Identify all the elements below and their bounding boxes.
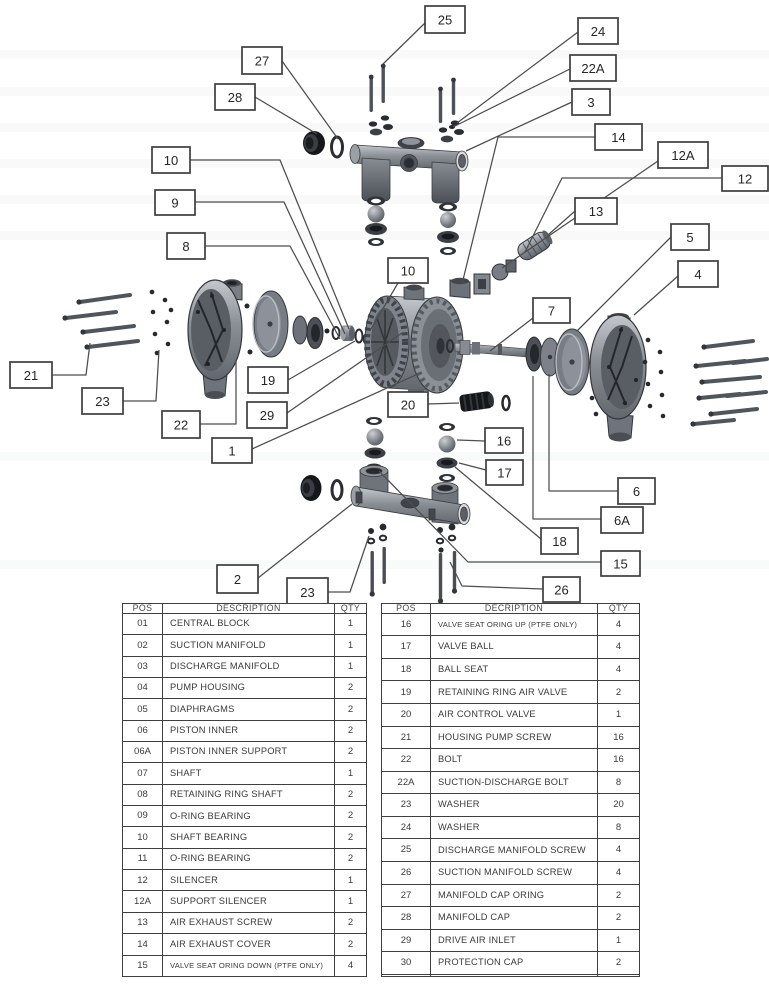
- parts-row: [123, 806, 367, 827]
- pos-cell: 12A: [123, 891, 163, 912]
- qty-cell: 2: [335, 934, 367, 955]
- parts-table-left: [122, 603, 367, 977]
- parts-row: [123, 784, 367, 805]
- manifold-cap-oring-top: [332, 137, 343, 157]
- callout-22: [162, 411, 200, 438]
- callout-4: [678, 261, 718, 287]
- qty-cell: 8: [598, 816, 640, 839]
- callout-15: [601, 551, 640, 576]
- qty-cell: 4: [335, 955, 367, 976]
- callout-22A: [570, 55, 616, 81]
- qty-cell: 2: [335, 848, 367, 869]
- callout-14: [595, 124, 642, 150]
- screw-heads-left: [62, 299, 89, 349]
- pos-cell: 20: [382, 704, 431, 727]
- pos-cell: 29: [382, 929, 431, 952]
- diaphragm-left: [253, 291, 288, 357]
- description-cell: AIR EXHAUST COVER: [163, 934, 335, 955]
- pos-cell: 08: [123, 784, 163, 805]
- callout-28: [215, 84, 255, 110]
- description-cell: MANIFOLD CAP: [431, 907, 598, 930]
- bolt-heads-right: [690, 344, 713, 426]
- pos-cell: 26: [382, 861, 431, 884]
- qty-cell: 4: [598, 861, 640, 884]
- qty-cell: 2: [335, 741, 367, 762]
- callout-label: 26: [554, 582, 569, 598]
- parts-row: [123, 934, 367, 955]
- piston-inner-right: [526, 337, 560, 376]
- description-cell: VALVE SEAT ORING UP (PTFE ONLY): [431, 613, 598, 636]
- callout-label: 13: [588, 204, 604, 219]
- qty-cell: [598, 974, 640, 976]
- callout-20: [388, 392, 428, 417]
- pos-cell: 12: [123, 870, 163, 891]
- leader-line-4: [634, 276, 678, 315]
- pos-cell: 16: [382, 613, 431, 636]
- callout-label: 16: [496, 433, 512, 449]
- parts-row: [123, 763, 367, 784]
- callout-1: [212, 438, 252, 463]
- callout-18: [541, 528, 578, 554]
- pos-cell: 11: [123, 848, 163, 869]
- parts-row: [382, 704, 640, 727]
- parts-row: [123, 891, 367, 912]
- qty-cell: 4: [598, 658, 640, 681]
- callout-label: 21: [23, 368, 39, 383]
- pos-cell: 19: [382, 681, 431, 704]
- description-cell: CENTRAL BLOCK: [163, 613, 335, 634]
- description-cell: WASHER: [431, 794, 598, 817]
- qty-cell: 2: [335, 806, 367, 827]
- pos-cell: 24: [382, 816, 431, 839]
- parts-row: [123, 955, 367, 976]
- protection-cap: [301, 475, 322, 501]
- callout-10: [388, 258, 428, 283]
- description-cell: SUCTION MANIFOLD SCREW: [431, 861, 598, 884]
- description-cell: DISCHARGE MANIFOLD: [163, 656, 335, 677]
- pos-cell: 25: [382, 839, 431, 862]
- qty-cell: 1: [335, 763, 367, 784]
- leader-line-21: [52, 343, 90, 375]
- callout-23: [82, 388, 123, 414]
- parts-row: [382, 974, 640, 976]
- qty-cell: 1: [335, 635, 367, 656]
- description-cell: PISTON INNER: [163, 720, 335, 741]
- description-cell: PUMP HOUSING: [163, 677, 335, 698]
- callout-label: 5: [686, 230, 694, 245]
- pos-cell: 13: [123, 912, 163, 933]
- pos-cell: 01: [123, 613, 163, 634]
- qty-cell: 16: [598, 749, 640, 772]
- pos-cell: 14: [123, 934, 163, 955]
- qty-cell: 2: [598, 884, 640, 907]
- parts-row: [123, 912, 367, 933]
- pos-cell: 10: [123, 827, 163, 848]
- pos-cell: 22A: [382, 771, 431, 794]
- callout-label: 23: [300, 585, 315, 600]
- description-cell: O-RING BEARING: [163, 848, 335, 869]
- parts-row: [382, 929, 640, 952]
- parts-row: [382, 771, 640, 794]
- pos-cell: 04: [123, 677, 163, 698]
- callout-21: [10, 362, 52, 388]
- callout-label: 4: [694, 267, 702, 282]
- callout-24: [578, 18, 618, 44]
- pos-cell: 23: [382, 794, 431, 817]
- air-valve-oring: [503, 396, 510, 410]
- qty-cell: 1: [598, 704, 640, 727]
- pos-cell: 09: [123, 806, 163, 827]
- qty-cell: 2: [335, 784, 367, 805]
- description-cell: SILENCER: [163, 870, 335, 891]
- callout-23: [287, 578, 328, 603]
- callout-12: [722, 166, 768, 191]
- parts-row: [382, 816, 640, 839]
- piston-inner-left: [293, 316, 323, 349]
- callout-label: 3: [587, 95, 595, 110]
- description-cell: DISCHARGE MANIFOLD SCREW: [431, 839, 598, 862]
- qty-cell: 1: [335, 891, 367, 912]
- callout-6A: [601, 507, 643, 533]
- qty-cell: 1: [598, 929, 640, 952]
- callout-label: 9: [171, 195, 179, 211]
- manifold-cap-top: [303, 131, 325, 155]
- parts-row: [382, 794, 640, 817]
- suction-manifold: [351, 466, 470, 525]
- air-exhaust-cover: [450, 278, 470, 298]
- column-header: POS: [123, 604, 163, 614]
- callout-label: 10: [400, 263, 416, 279]
- leader-line-20: [428, 403, 459, 404]
- description-cell: DIAPHRAGMS: [163, 699, 335, 720]
- qty-cell: 2: [335, 677, 367, 698]
- callout-13: [575, 198, 617, 224]
- air-control-valve: [459, 391, 495, 413]
- parts-row: [382, 636, 640, 659]
- bolts-right: [694, 341, 767, 424]
- suction-manifold-screws: [370, 547, 458, 603]
- description-cell: SUCTION-DISCHARGE BOLT: [431, 771, 598, 794]
- column-header: DESCRIPTION: [163, 604, 335, 614]
- callout-9: [155, 190, 195, 215]
- parts-row: [382, 613, 640, 636]
- qty-cell: 4: [598, 636, 640, 659]
- pos-cell: 17: [382, 636, 431, 659]
- description-cell: SUPPORT SILENCER: [163, 891, 335, 912]
- parts-row: [382, 839, 640, 862]
- parts-row: [123, 613, 367, 634]
- parts-row: [123, 699, 367, 720]
- callout-label: 25: [437, 12, 453, 28]
- parts-row: [382, 681, 640, 704]
- header-row: [123, 604, 367, 614]
- callout-19: [248, 367, 288, 393]
- description-cell: SHAFT: [163, 763, 335, 784]
- callout-29: [247, 402, 287, 428]
- description-cell: RETAINING RING AIR VALVE: [431, 681, 598, 704]
- callout-2: [217, 565, 258, 593]
- parts-row: [382, 658, 640, 681]
- callout-label: 22A: [581, 61, 605, 76]
- description-cell: AIR CONTROL VALVE: [431, 704, 598, 727]
- column-header: DECRIPTION: [431, 604, 598, 614]
- parts-row: [123, 741, 367, 762]
- description-cell: BOLT: [431, 749, 598, 772]
- description-cell: SUCTION MANIFOLD: [163, 635, 335, 656]
- callout-label: 24: [590, 24, 606, 39]
- description-cell: [431, 974, 598, 976]
- callout-label: 12: [737, 171, 753, 187]
- parts-table-right: [381, 603, 640, 977]
- callout-label: 12A: [671, 148, 695, 163]
- callout-label: 15: [613, 556, 628, 572]
- description-cell: O-RING BEARING: [163, 806, 335, 827]
- callout-10: [152, 147, 190, 173]
- description-cell: WASHER: [431, 816, 598, 839]
- callout-17: [486, 460, 523, 485]
- parts-row: [382, 907, 640, 930]
- qty-cell: 2: [335, 720, 367, 741]
- description-cell: PISTON INNER SUPPORT: [163, 741, 335, 762]
- callout-label: 27: [254, 53, 270, 69]
- pos-cell: 22: [382, 749, 431, 772]
- pos-cell: 06: [123, 720, 163, 741]
- description-cell: AIR EXHAUST SCREW: [163, 912, 335, 933]
- protection-cap-oring: [332, 481, 342, 500]
- callout-label: 17: [497, 465, 512, 481]
- qty-cell: 2: [598, 681, 640, 704]
- callout-label: 29: [259, 408, 275, 423]
- leader-line-16: [457, 440, 485, 441]
- parts-row: [123, 848, 367, 869]
- pump-housing-left: [188, 279, 242, 399]
- parts-row: [123, 656, 367, 677]
- pos-cell: 18: [382, 658, 431, 681]
- callout-25: [425, 6, 465, 33]
- description-cell: MANIFOLD CAP ORING: [431, 884, 598, 907]
- callout-label: 20: [400, 397, 416, 413]
- parts-row: [123, 635, 367, 656]
- pos-cell: 03: [123, 656, 163, 677]
- callout-label: 6: [632, 484, 641, 499]
- column-header: QTY: [335, 604, 367, 614]
- callout-label: 7: [547, 303, 556, 319]
- description-cell: SHAFT BEARING: [163, 827, 335, 848]
- pos-cell: 02: [123, 635, 163, 656]
- callout-label: 1: [228, 443, 236, 459]
- parts-row: [382, 861, 640, 884]
- qty-cell: 16: [598, 726, 640, 749]
- column-header: POS: [382, 604, 431, 614]
- pos-cell: 05: [123, 699, 163, 720]
- callout-label: 22: [173, 417, 189, 433]
- callout-label: 14: [611, 130, 626, 145]
- leader-line-17: [459, 463, 486, 470]
- callout-5: [671, 224, 709, 250]
- leader-line-22A: [453, 69, 570, 127]
- parts-row: [382, 884, 640, 907]
- description-cell: RETAINING RING SHAFT: [163, 784, 335, 805]
- valve-stack-top-right: [437, 203, 459, 256]
- callout-label: 18: [552, 534, 567, 549]
- description-cell: BALL SEAT: [431, 658, 598, 681]
- callout-8: [167, 233, 205, 259]
- leader-line-23: [123, 350, 159, 401]
- qty-cell: 4: [598, 839, 640, 862]
- callout-26: [543, 577, 580, 602]
- parts-row: [382, 749, 640, 772]
- qty-cell: 20: [598, 794, 640, 817]
- support-silencer: [474, 260, 516, 294]
- qty-cell: 2: [335, 912, 367, 933]
- qty-cell: 2: [598, 952, 640, 975]
- qty-cell: 2: [335, 699, 367, 720]
- callout-label: 10: [163, 153, 179, 168]
- callout-label: 6A: [614, 513, 630, 528]
- callout-label: 28: [227, 90, 243, 105]
- description-cell: VALVE BALL: [431, 636, 598, 659]
- pump-housing-right: [590, 313, 646, 442]
- callout-label: 19: [260, 373, 276, 388]
- callout-label: 23: [95, 394, 110, 409]
- pos-cell: 30: [382, 952, 431, 975]
- qty-cell: 1: [335, 870, 367, 891]
- qty-cell: 1: [335, 656, 367, 677]
- pos-cell: [382, 974, 431, 976]
- column-header: QTY: [598, 604, 640, 614]
- parts-row: [123, 870, 367, 891]
- callout-7: [533, 298, 570, 323]
- qty-cell: 4: [598, 613, 640, 636]
- parts-row: [123, 827, 367, 848]
- parts-row: [123, 720, 367, 741]
- leader-line-19: [288, 341, 355, 380]
- callout-label: 8: [182, 239, 190, 254]
- description-cell: DRIVE AIR INLET: [431, 929, 598, 952]
- pos-cell: 27: [382, 884, 431, 907]
- parts-row: [382, 726, 640, 749]
- parts-row: [382, 952, 640, 975]
- qty-cell: 8: [598, 771, 640, 794]
- pos-cell: 07: [123, 763, 163, 784]
- callout-27: [242, 47, 282, 74]
- diaphragm-right: [555, 329, 589, 395]
- leader-line-24: [457, 32, 578, 123]
- parts-row: [123, 677, 367, 698]
- qty-cell: 1: [335, 613, 367, 634]
- valve-stack-bottom-left: [365, 417, 386, 471]
- header-row: [382, 604, 640, 614]
- qty-cell: 2: [598, 907, 640, 930]
- washers-bottom: [368, 524, 456, 553]
- description-cell: PROTECTION CAP: [431, 952, 598, 975]
- discharge-manifold: [350, 138, 468, 204]
- description-cell: HOUSING PUMP SCREW: [431, 726, 598, 749]
- callout-12A: [658, 142, 708, 168]
- qty-cell: 2: [335, 827, 367, 848]
- pos-cell: 28: [382, 907, 431, 930]
- callout-3: [572, 89, 610, 115]
- pos-cell: 06A: [123, 741, 163, 762]
- callout-6: [618, 478, 655, 504]
- callout-16: [485, 428, 523, 453]
- description-cell: VALVE SEAT ORING DOWN (PTFE ONLY): [163, 955, 335, 976]
- callout-label: 2: [233, 572, 242, 587]
- pos-cell: 21: [382, 726, 431, 749]
- pos-cell: 15: [123, 955, 163, 976]
